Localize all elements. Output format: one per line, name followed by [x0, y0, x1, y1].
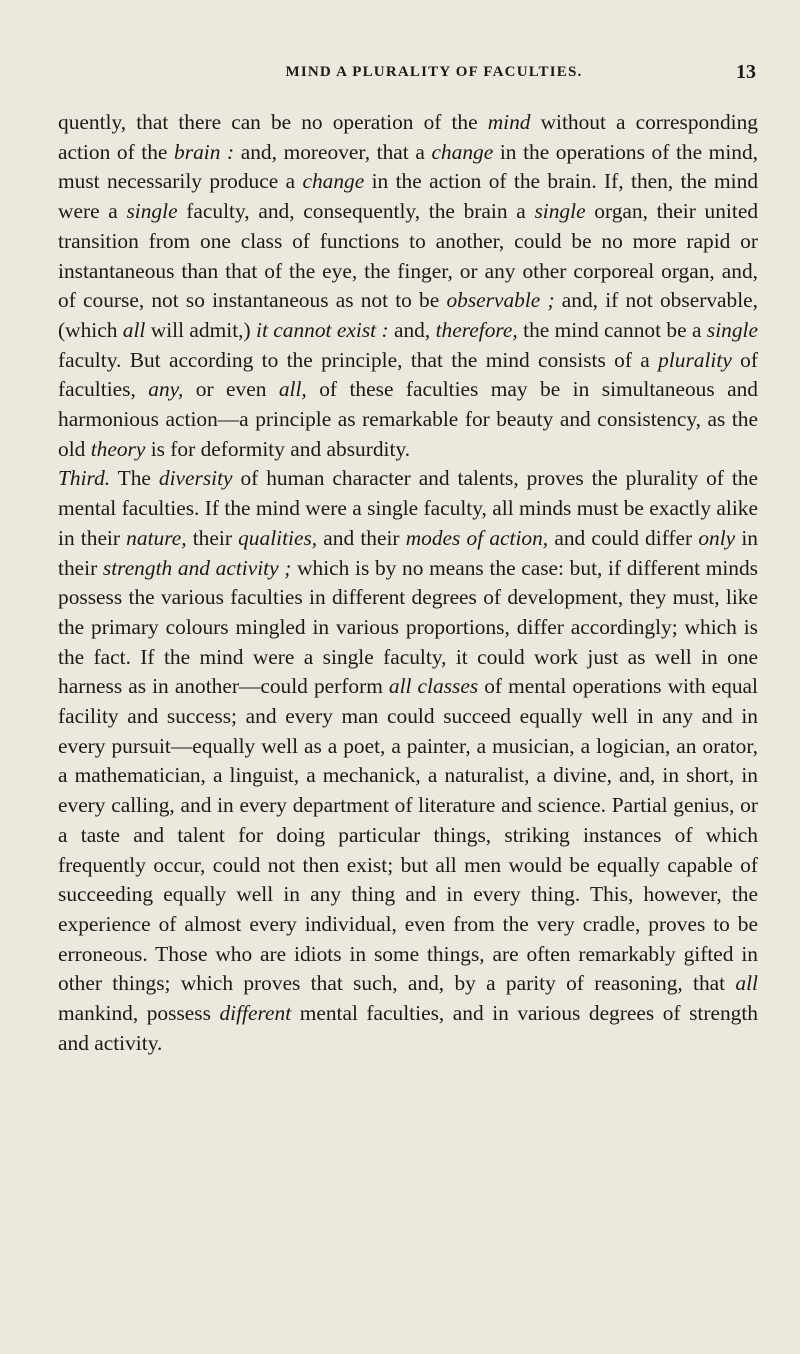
italic-text-run: all [122, 317, 146, 342]
italic-text-run: modes of action, [405, 525, 549, 550]
italic-text-run: single [126, 199, 178, 224]
italic-text-run: change [431, 139, 494, 164]
text-run: of these faculties may be in simultaneous and harmonious action—a principle as remarkable for beauty and consistency, as the old [58, 377, 758, 461]
paragraph-2 [58, 464, 758, 1058]
italic-text-run: therefore, [435, 317, 518, 342]
text-run: of faculties, [58, 347, 758, 402]
italic-text-run: all [735, 971, 758, 996]
text-run: and, moreover, that a [234, 139, 432, 164]
italic-text-run: different [219, 1001, 292, 1026]
italic-text-run: theory [90, 436, 146, 461]
text-run: their [186, 525, 239, 550]
italic-text-run: mind [487, 110, 531, 134]
italic-text-run: plurality [658, 347, 732, 372]
running-head: MIND A PLURALITY OF FACULTIES. [285, 64, 583, 80]
text-run: in their [58, 525, 758, 580]
italic-text-run: single [706, 317, 758, 342]
text-run: faculty. But according to the principle, that the mind consists of a [58, 347, 659, 372]
text-run: of human character and talents, proves the plurality of the mental faculties. If the mind were a single faculty, all minds must be exactly alike in their [58, 466, 758, 550]
text-run: organ, their united transition from one class of functions to another, could be no more rapid or instantaneous than that of the eye, the finger, or any other corporeal organ, and, of course, not so instantaneous as not to be [58, 199, 759, 313]
italic-text-run: all classes [388, 674, 479, 699]
page-number: 13 [736, 61, 756, 83]
text-run: mental faculties, and in various degrees of strength and activity. [58, 1001, 758, 1055]
text-run: and their [317, 525, 406, 550]
italic-text-run: observable ; [446, 288, 555, 313]
text-run: and, [388, 317, 436, 342]
text-run: quently, that there can be no operation of the [58, 110, 488, 134]
text-run: or even [183, 377, 279, 402]
text-run: the mind cannot be a [517, 317, 707, 342]
text-run: which is by no means the case: but, if different minds possess the various faculties in different degrees of development, they must, like the primary colours mingled in various proportions, differ accordingly; which is the fact. If the mind were a single faculty, it could work just as well in one harness as in another—could perform [58, 555, 758, 699]
italic-text-run: strength and activity ; [102, 555, 292, 580]
italic-text-run: it cannot exist : [256, 317, 389, 342]
text-run: will admit,) [145, 317, 257, 342]
italic-text-run: Third. [58, 466, 111, 491]
text-run: and, if not observable, (which [58, 288, 758, 342]
page-header [112, 61, 756, 88]
text-run: The [110, 466, 159, 491]
text-run: without a corresponding action of the [58, 110, 758, 164]
italic-text-run: diversity [158, 466, 233, 491]
text-run: mankind, possess [58, 1001, 220, 1026]
body-text [58, 108, 758, 1059]
text-run: in the operations of the mind, must necessarily produce a [58, 139, 759, 194]
text-run: in the action of the brain. If, then, the mind were a [58, 169, 759, 224]
italic-text-run: all, [278, 377, 307, 402]
text-run: and could differ [548, 525, 699, 550]
italic-text-run: brain : [174, 139, 235, 164]
italic-text-run: single [534, 199, 586, 224]
text-run: is for deformity and absurdity. [145, 436, 411, 461]
text-run: of mental operations with equal facility and success; and every man could succeed equally well in any and in every pursuit—equally well as a poet, a painter, a musician, a logician, an orator, a mathematician, a linguist, a mechanick, a naturalist, a divine, and, in short, in every calling, and in every department of literature and science. Partial genius, or a taste and talent for doing particular things, striking instances of which frequently occur, could not then exist; but all men would be equally capable of succeeding equally well in any thing and in every thing. This, however, the experience of almost every individual, even from the very cradle, proves to be erroneous. Those who are idiots in some things, are often remarkably gifted in other things; which proves that such, and, by a parity of reasoning, that [58, 674, 758, 996]
paragraph-1 [58, 108, 758, 464]
italic-text-run: qualities, [238, 525, 318, 550]
italic-text-run: any, [148, 377, 184, 402]
italic-text-run: only [698, 525, 736, 550]
italic-text-run: nature, [126, 525, 187, 550]
italic-text-run: change [302, 169, 365, 194]
text-run: faculty, and, consequently, the brain a [177, 199, 535, 224]
